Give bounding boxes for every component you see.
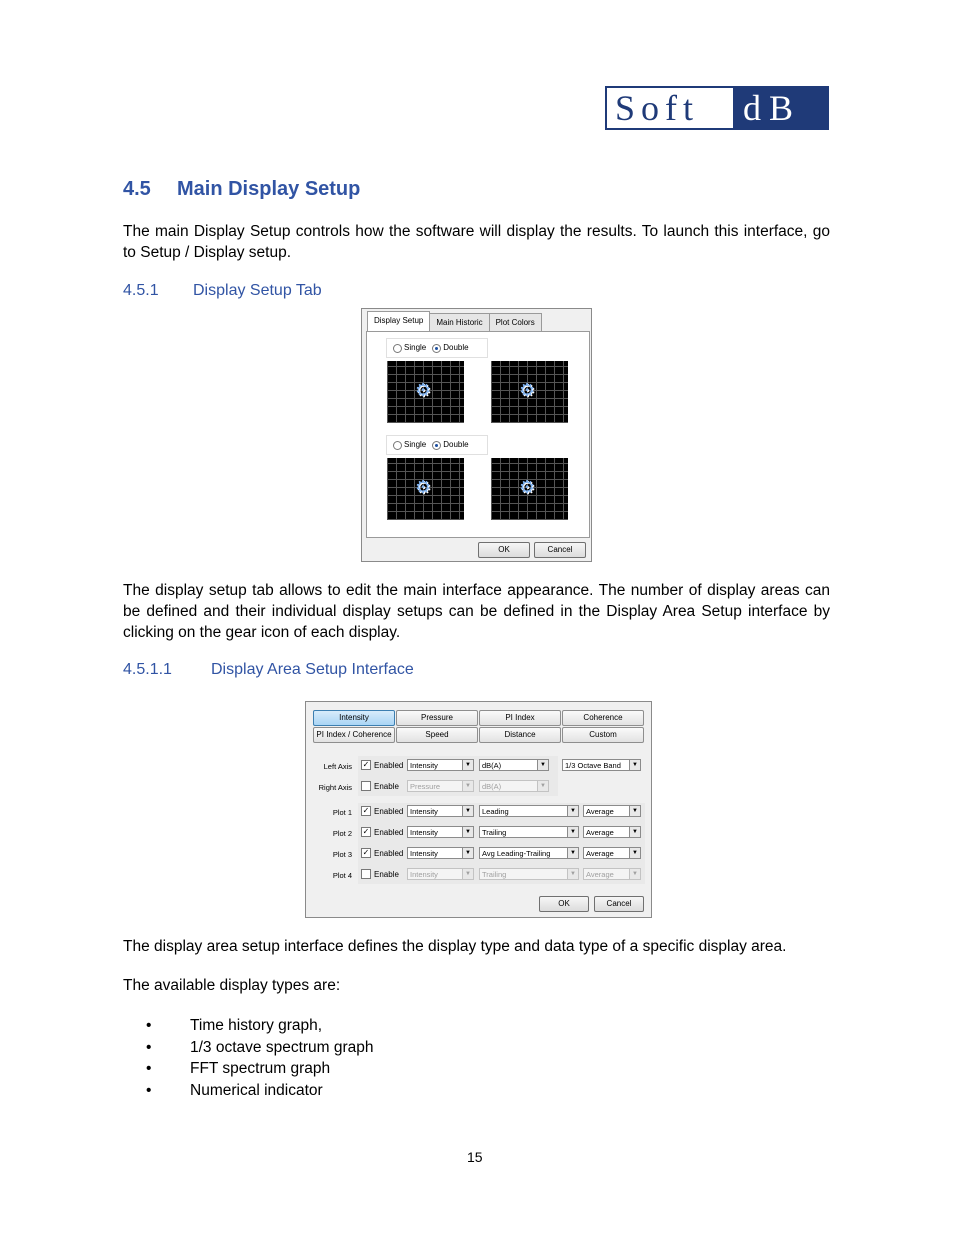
tab-distance[interactable]: Distance bbox=[479, 727, 561, 743]
display-area-3 bbox=[387, 458, 464, 520]
logo-part-1: Soft bbox=[607, 88, 733, 128]
plot-4-avg-select[interactable]: Average ▼ bbox=[583, 868, 641, 880]
dialog-tabs bbox=[367, 313, 541, 333]
plot-3-avg-select[interactable]: Average ▼ bbox=[583, 847, 641, 859]
display-types-intro: The available display types are: bbox=[123, 977, 341, 994]
tab-custom[interactable]: Custom bbox=[562, 727, 644, 743]
left-axis-unit-select[interactable]: dB(A) ▼ bbox=[479, 759, 549, 771]
plot-3-type-select[interactable]: Intensity ▼ bbox=[407, 847, 474, 859]
plot-1-mode-select[interactable]: Leading ▼ bbox=[479, 805, 579, 817]
area-setup-paragraph: The display area setup interface defines the display type and data type of a specific display area. bbox=[123, 938, 787, 955]
tab-pi-index[interactable]: PI Index bbox=[479, 710, 561, 726]
plot-4-mode-select[interactable]: Trailing ▼ bbox=[479, 868, 579, 880]
subsection-number: 4.5.1 bbox=[123, 282, 159, 299]
plot-2-avg-select[interactable]: Average ▼ bbox=[583, 826, 641, 838]
gear-icon[interactable]: ⚙ bbox=[519, 380, 536, 400]
plot-1-avg-select[interactable]: Average ▼ bbox=[583, 805, 641, 817]
radio-double-1[interactable]: Double bbox=[432, 343, 468, 352]
subsection-number: 4.5.1.1 bbox=[123, 661, 172, 678]
left-axis-type-select[interactable]: Intensity ▼ bbox=[407, 759, 474, 771]
subsection-heading-1 bbox=[123, 282, 322, 300]
section-title: Main Display Setup bbox=[177, 178, 361, 200]
right-axis-unit-select[interactable]: dB(A) ▼ bbox=[479, 780, 549, 792]
radio-single-2[interactable]: Single bbox=[393, 440, 426, 449]
radio-double-2[interactable]: Double bbox=[432, 440, 468, 449]
cancel-button[interactable]: Cancel bbox=[534, 542, 586, 558]
plot-3-checkbox[interactable]: ✓ Enabled bbox=[362, 848, 404, 858]
radio-single-1[interactable]: Single bbox=[393, 343, 426, 352]
tab-speed[interactable]: Speed bbox=[396, 727, 478, 743]
plot-2-type-select[interactable]: Intensity ▼ bbox=[407, 826, 474, 838]
ok-button[interactable]: OK bbox=[539, 896, 589, 912]
right-axis-label: Right Axis bbox=[318, 783, 352, 792]
subsection-heading-2 bbox=[123, 661, 414, 679]
plot-1-type-select[interactable]: Intensity ▼ bbox=[407, 805, 474, 817]
left-axis-label: Left Axis bbox=[323, 762, 352, 771]
display-setup-paragraph: The display setup tab allows to edit the main interface appearance. The number of display areas can be defined and their individual display setups can be defined in the Display Area Setup interface by clicking on the gear icon of each display. bbox=[123, 582, 830, 641]
gear-icon[interactable]: ⚙ bbox=[415, 380, 432, 400]
section-number: 4.5 bbox=[123, 178, 151, 200]
right-axis-type-select[interactable]: Pressure ▼ bbox=[407, 780, 474, 792]
tab-main-historic[interactable]: Main Historic bbox=[429, 313, 489, 332]
plot-4-checkbox[interactable]: Enable bbox=[361, 869, 399, 879]
plot-1-checkbox[interactable]: ✓ Enabled bbox=[362, 806, 404, 816]
tab-coherence[interactable]: Coherence bbox=[562, 710, 644, 726]
plot-4-type-select[interactable]: Intensity ▼ bbox=[407, 868, 474, 880]
softdb-logo bbox=[605, 86, 829, 130]
display-area-1 bbox=[387, 361, 464, 423]
plot-3-label: Plot 3 bbox=[332, 850, 352, 859]
right-axis-enable-checkbox[interactable]: Enable bbox=[361, 781, 399, 791]
plot-3-mode-select[interactable]: Avg Leading-Trailing ▼ bbox=[479, 847, 579, 859]
plot-2-mode-select[interactable]: Trailing ▼ bbox=[479, 826, 579, 838]
page-number: 15 bbox=[467, 1149, 483, 1165]
tab-display-setup[interactable]: Display Setup bbox=[367, 311, 430, 333]
tab-intensity[interactable]: Intensity bbox=[313, 710, 395, 726]
subsection-title: Display Area Setup Interface bbox=[211, 661, 414, 678]
plot-1-label: Plot 1 bbox=[332, 808, 352, 817]
display-area-2 bbox=[491, 361, 568, 423]
display-area-setup-dialog bbox=[305, 701, 652, 918]
gear-icon[interactable]: ⚙ bbox=[519, 477, 536, 497]
left-axis-band-select[interactable]: 1/3 Octave Band ▼ bbox=[562, 759, 641, 771]
plot-2-checkbox[interactable]: ✓ Enabled bbox=[362, 827, 404, 837]
section-heading bbox=[123, 178, 360, 201]
logo-part-2: dB bbox=[733, 88, 827, 128]
plot-2-label: Plot 2 bbox=[332, 829, 352, 838]
gear-icon[interactable]: ⚙ bbox=[415, 477, 432, 497]
display-setup-dialog bbox=[361, 308, 592, 562]
tab-pressure[interactable]: Pressure bbox=[396, 710, 478, 726]
left-axis-enabled-checkbox[interactable]: ✓ Enabled bbox=[362, 760, 404, 770]
intro-paragraph: The main Display Setup controls how the software will display the results. To launch this interface, go to Setup / Display setup. bbox=[123, 223, 830, 261]
subsection-title: Display Setup Tab bbox=[193, 282, 322, 299]
ok-button[interactable]: OK bbox=[478, 542, 530, 558]
display-area-4 bbox=[491, 458, 568, 520]
display-setup-panel bbox=[366, 331, 590, 538]
display-types-list: • Time history graph, • 1/3 octave spectrum graph • FFT spectrum graph • Numerical indicator bbox=[146, 1017, 374, 1099]
tab-pi-index-coherence[interactable]: PI Index / Coherence bbox=[313, 727, 395, 743]
cancel-button[interactable]: Cancel bbox=[594, 896, 644, 912]
radio-group-1 bbox=[386, 338, 488, 358]
plot-4-label: Plot 4 bbox=[332, 871, 352, 880]
radio-group-2 bbox=[386, 435, 488, 455]
tab-plot-colors[interactable]: Plot Colors bbox=[489, 313, 542, 332]
